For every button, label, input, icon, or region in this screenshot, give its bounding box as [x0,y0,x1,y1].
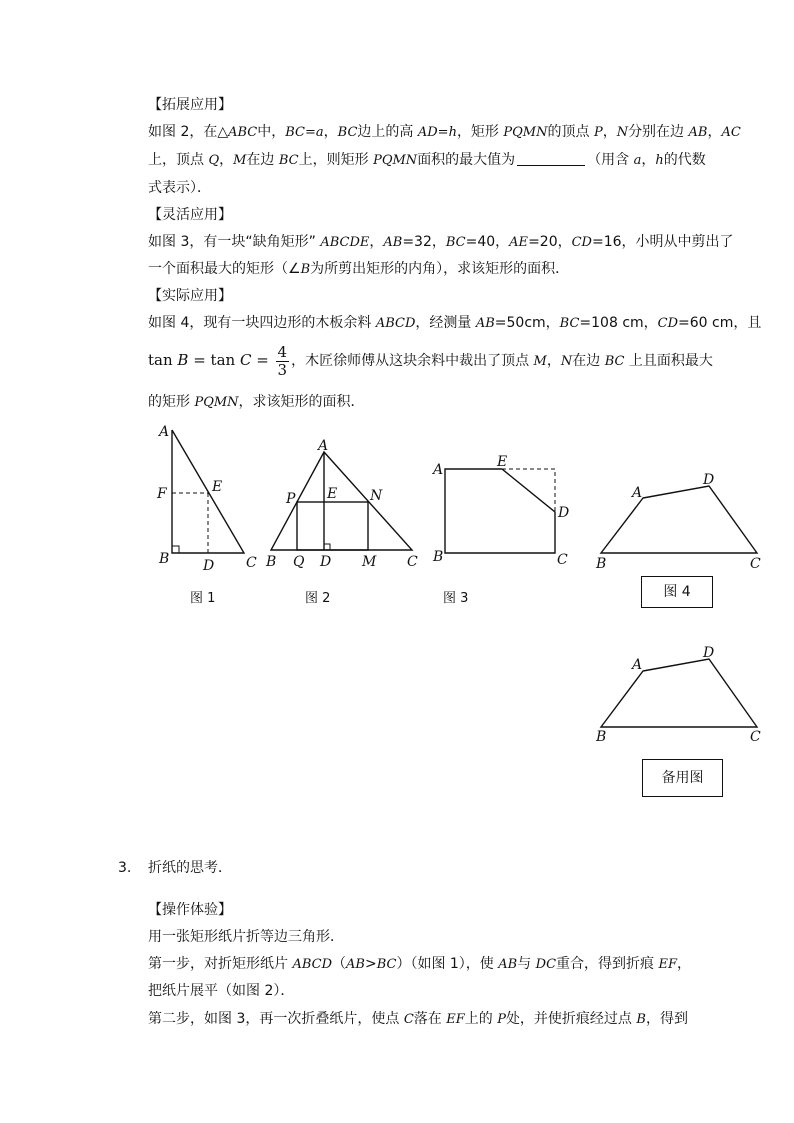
fig1-label-B: B [159,551,170,567]
section-heading-practical: 【实际应用】 [148,288,232,304]
fig2-label-P: P [286,491,296,507]
figure-1 [172,430,244,553]
section-heading-operation: 【操作体验】 [148,902,232,918]
fig3-label-E: E [497,454,508,470]
fig4-label-D: D [703,472,715,488]
figure-3-caption: 图 3 [443,591,469,606]
paragraph-line: 上，顶点 Q，M在边 BC上，则矩形 PQMN面积的最大值为 （用含 a，h的代数 [148,152,706,168]
fig1-label-C: C [246,555,257,571]
paragraph-line: 把纸片展平（如图 2）． [148,983,295,999]
fig3-label-D: D [558,505,570,521]
fig1-label-F: F [157,486,167,502]
paragraph-line: 如图 4，现有一块四边形的木板余料 ABCD，经测量 AB=50cm，BC=108 cm，CD=60 cm，且 [148,315,762,331]
figure-3 [445,469,555,553]
paragraph-line: 如图 2，在△ABC中，BC=a，BC边上的高 AD=h，矩形 PQMN的顶点 P，N分别在边 AB，AC [148,124,741,140]
section-heading-expand: 【拓展应用】 [148,97,232,113]
fig2-label-A: A [318,438,329,454]
figure-4-caption: 图 4 [641,576,713,608]
figure-1-caption: 图 1 [190,591,216,606]
fig1-label-A: A [159,424,170,440]
question-3-number: 3. [118,860,132,876]
fig4-label-B: B [596,556,607,572]
tan-equation: tan B = tan C = [148,351,274,369]
fig4-label-C: C [750,556,761,572]
paragraph-line: 如图 3，有一块“缺角矩形” ABCDE，AB=32，BC=40，AE=20，CD=16，小明从中剪出了 [148,234,734,250]
fig2-label-B: B [266,554,277,570]
question-3-title: 折纸的思考． [148,860,232,876]
spare-label-C: C [750,729,761,745]
fig2-label-N: N [370,488,383,504]
spare-label-D: D [703,645,715,661]
fig3-label-C: C [557,552,568,568]
fig2-label-D: D [320,554,332,570]
figure-2-caption: 图 2 [305,591,331,606]
fig2-label-Q: Q [293,554,305,570]
fig2-label-M: M [362,554,377,570]
section-heading-flexible: 【灵活应用】 [148,207,232,223]
fig3-label-B: B [433,549,444,565]
spare-label-A: A [632,657,643,673]
paragraph-line: 的矩形 PQMN，求该矩形的面积． [148,394,365,410]
paragraph-line: 第一步，对折矩形纸片 ABCD（AB>BC）（如图 1），使 AB与 DC重合，得到折痕 EF， [148,956,692,972]
spare-figure [601,659,757,727]
paragraph-line: 一个面积最大的矩形（∠B为所剪出矩形的内角），求该矩形的面积． [148,261,570,277]
paragraph-line: 用一张矩形纸片折等边三角形． [148,929,344,945]
figure-4 [601,486,757,553]
tan-equation-line: tan B = tan C = $\frac{4}{3}$ ，木匠徐师傅从这块余料中裁出了顶点 M，N在边 BC 上且面积最大 [148,342,713,379]
paragraph-line: 式表示）． [148,180,211,196]
fig2-label-C: C [407,554,418,570]
paragraph-line: 第二步，如图 3，再一次折叠纸片，使点 C落在 EF上的 P处，并使折痕经过点 B，得到 [148,1011,688,1027]
fig4-label-A: A [632,485,643,501]
spare-label-B: B [596,729,607,745]
fig1-label-D: D [203,558,215,574]
fig2-label-E: E [327,486,338,502]
fraction-four-thirds: $\frac{4}{3}$ [277,342,288,379]
fig3-label-A: A [433,462,444,478]
spare-figure-caption: 备用图 [642,759,723,797]
fig1-label-E: E [212,479,223,495]
